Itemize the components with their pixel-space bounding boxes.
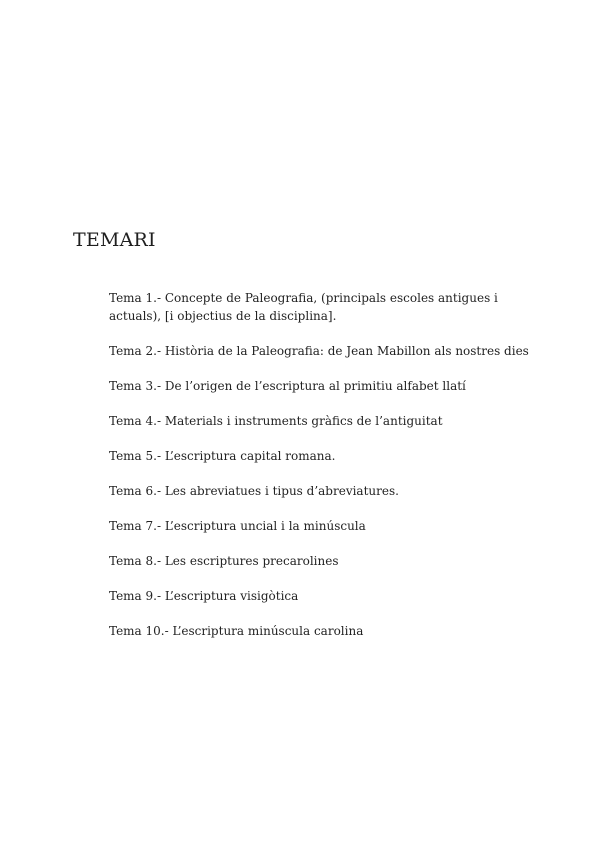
topic-item-2: Tema 2.- Història de la Paleografia: de Jean Mabillon als nostres dies <box>109 344 529 358</box>
topic-item-3: Tema 3.- De l’origen de l’escriptura al primitiu alfabet llatí <box>109 379 466 393</box>
topic-item-9: Tema 9.- L’escriptura visigòtica <box>109 589 299 603</box>
topic-item-5: Tema 5.- L’escriptura capital romana. <box>109 449 336 463</box>
page-title: TEMARI <box>73 229 156 251</box>
topic-item-1: Tema 1.- Concepte de Paleografia, (principals escoles antigues i actuals), [i objectius de la disciplina]. <box>109 291 498 323</box>
topic-item-7: Tema 7.- L’escriptura uncial i la minúscula <box>109 519 366 533</box>
topic-item-10: Tema 10.- L’escriptura minúscula carolina <box>109 624 364 638</box>
topic-item-4: Tema 4.- Materials i instruments gràfics de l’antiguitat <box>109 414 443 428</box>
topic-item-6: Tema 6.- Les abreviatues i tipus d’abreviatures. <box>109 484 399 498</box>
topic-list <box>109 289 534 657</box>
topic-item-8: Tema 8.- Les escriptures precarolines <box>109 554 339 568</box>
